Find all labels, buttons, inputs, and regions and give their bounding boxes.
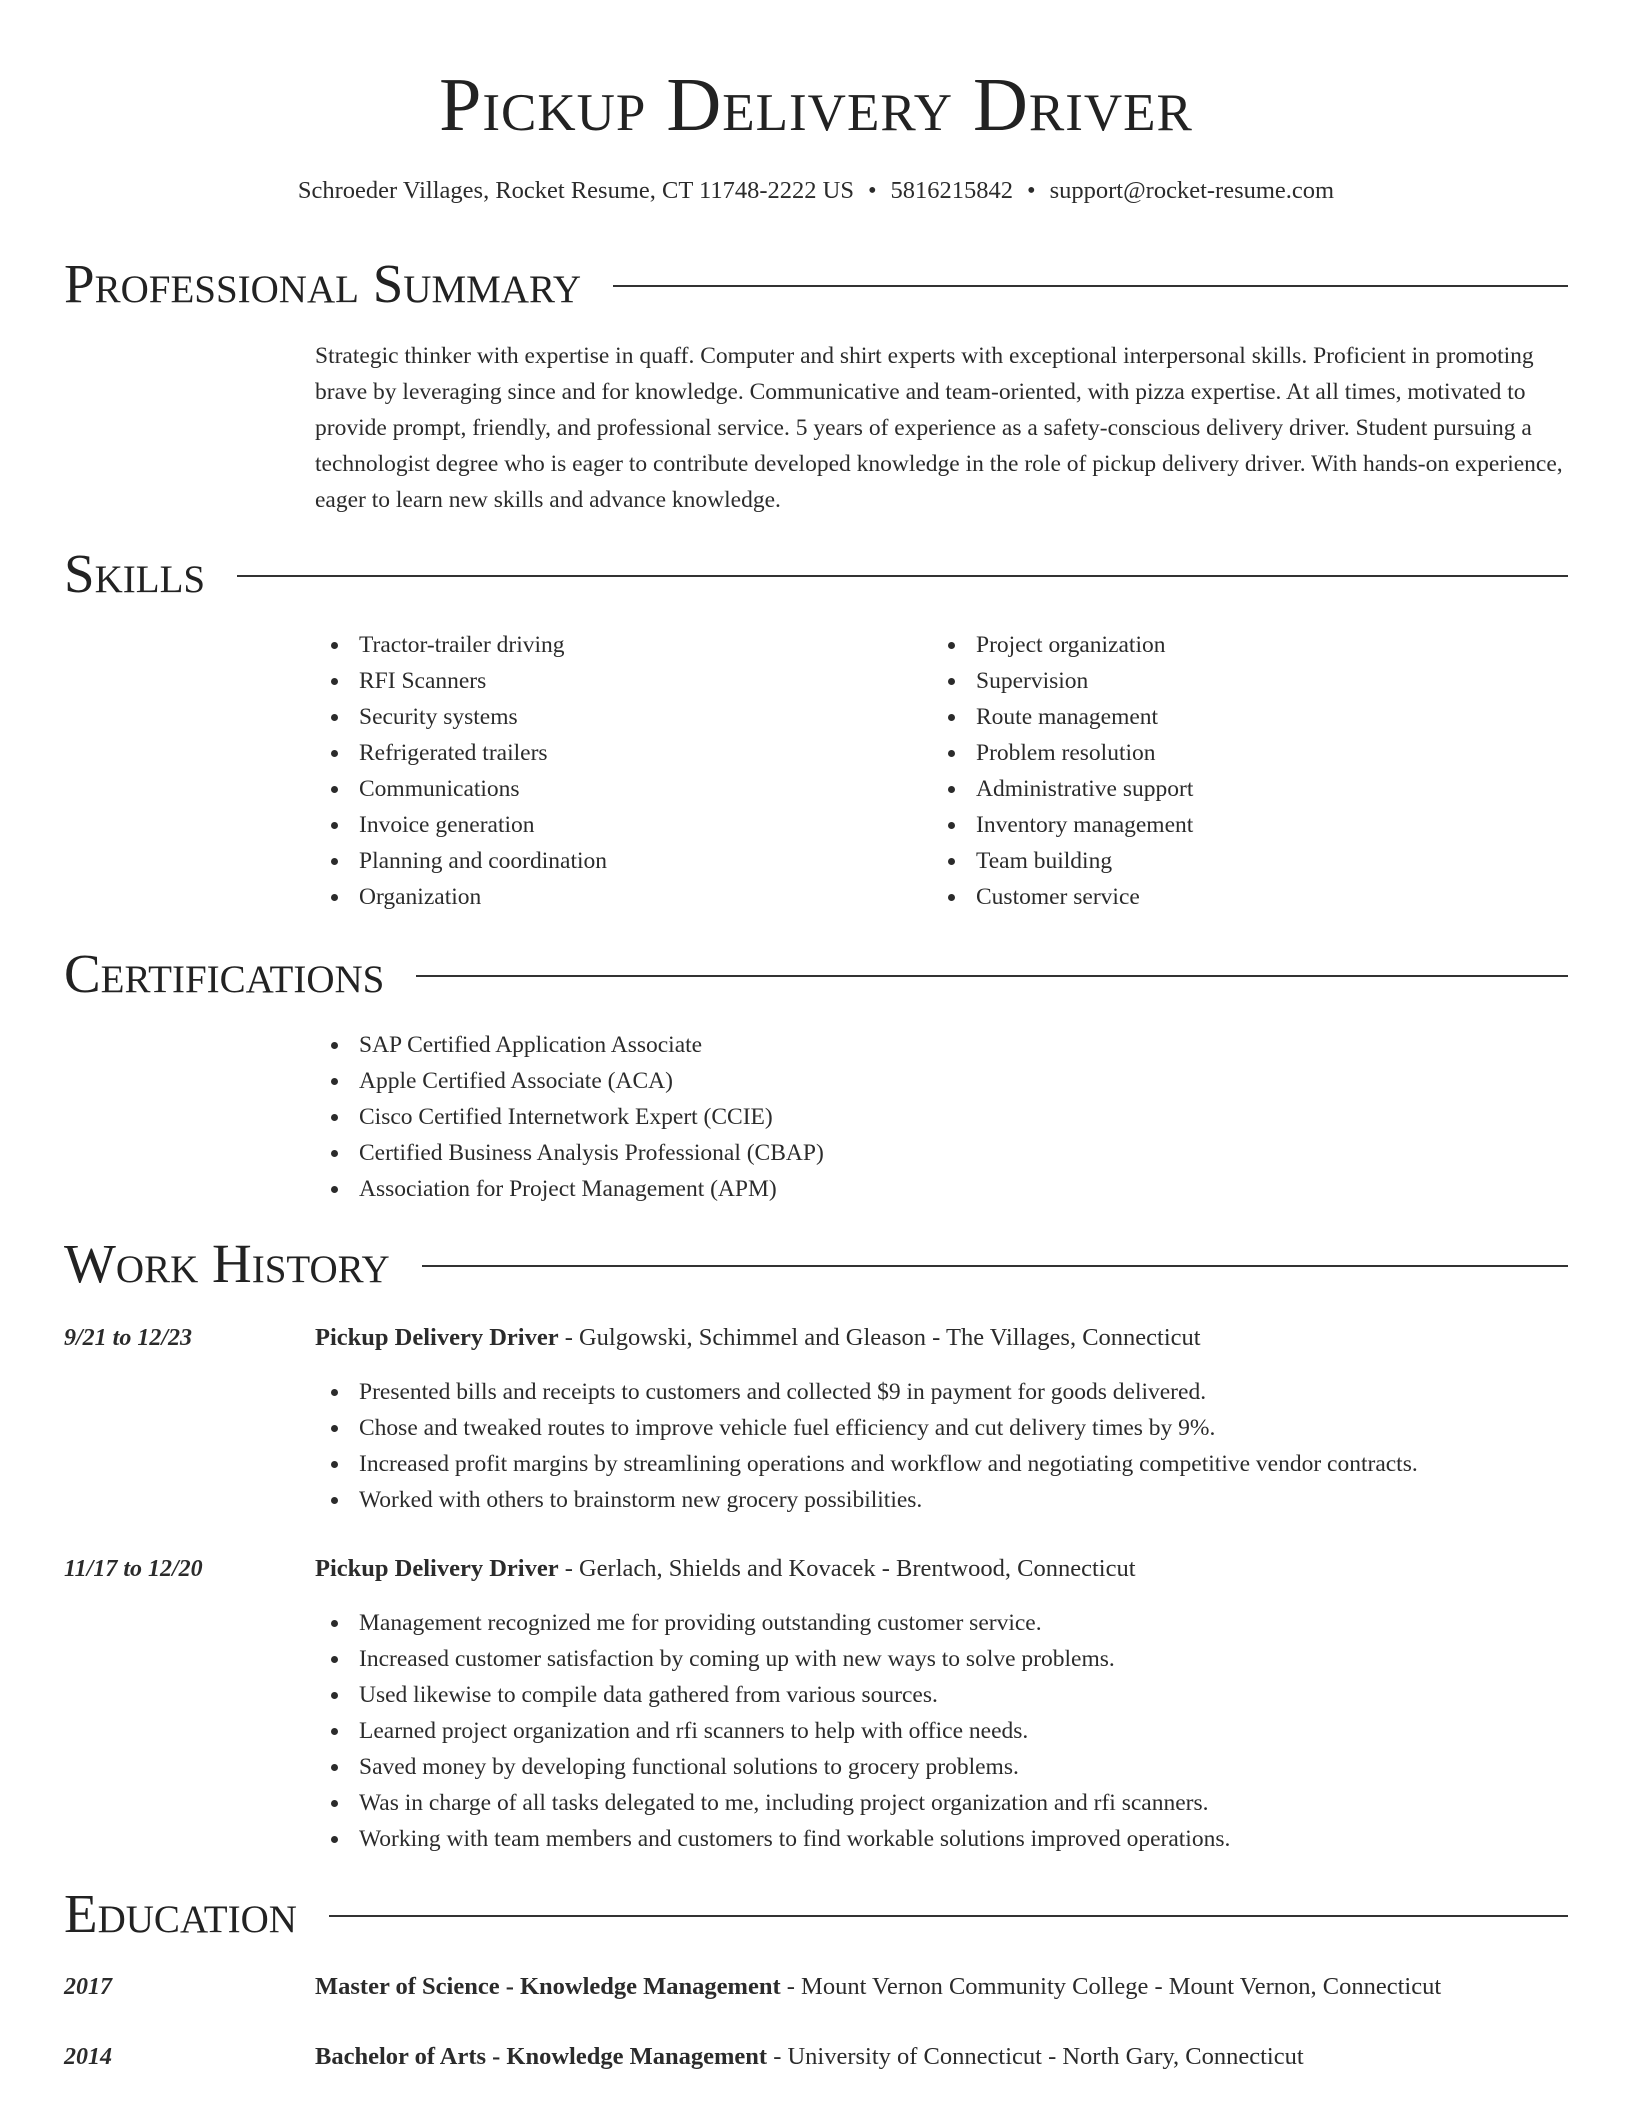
- education-line: [315, 1969, 1441, 2005]
- job-dates: 11/17 to 12/20: [64, 1556, 203, 1582]
- contact-separator: •: [1027, 177, 1036, 204]
- skill-item: Administrative support: [932, 771, 1193, 807]
- skill-item: Tractor-trailer driving: [315, 627, 607, 663]
- section-divider: [329, 1915, 1568, 1917]
- job-dates: 9/21 to 12/23: [64, 1325, 193, 1351]
- contact-email: support@rocket-resume.com: [1049, 177, 1335, 204]
- education-line: [315, 2039, 1304, 2075]
- section-title-certifications: Certifications: [64, 943, 385, 1004]
- job-bullet-item: Saved money by developing functional solutions to grocery problems.: [315, 1749, 1230, 1785]
- section-title-education: Education: [64, 1883, 297, 1944]
- job-title-line: [315, 1551, 1136, 1587]
- section-divider: [422, 1265, 1568, 1267]
- skill-item: Invoice generation: [315, 807, 607, 843]
- job-bullet-item: Learned project organization and rfi scanners to help with office needs.: [315, 1713, 1230, 1749]
- skill-item: Customer service: [932, 879, 1193, 915]
- section-divider: [613, 285, 1568, 287]
- job-employer: - Gulgowski, Schimmel and Gleason - The Villages, Connecticut: [558, 1324, 1201, 1351]
- skill-item: Project organization: [932, 627, 1193, 663]
- certifications-list: [315, 1027, 824, 1207]
- education-degree: Bachelor of Arts - Knowledge Management: [315, 2043, 768, 2070]
- education-year: 2014: [64, 2044, 112, 2070]
- skill-item: Communications: [315, 771, 607, 807]
- certification-item: Association for Project Management (APM): [315, 1171, 824, 1207]
- skill-item: Supervision: [932, 663, 1193, 699]
- skill-item: RFI Scanners: [315, 663, 607, 699]
- skill-item: Problem resolution: [932, 735, 1193, 771]
- job-bullets: [315, 1374, 1418, 1518]
- contact-phone: 5816215842: [890, 177, 1014, 204]
- section-divider: [237, 575, 1568, 577]
- skill-item: Refrigerated trailers: [315, 735, 607, 771]
- summary-text: Strategic thinker with expertise in quaff. Computer and shirt experts with exceptional interpersonal skills. Proficient in promoting brave by leveraging since and for knowledge. Communicative and team-oriented, with pizza expertise. At all times, motivated to provide prompt, friendly, and professional service. 5 years of experience as a safety-conscious delivery driver. Student pursuing a technologist degree who is eager to contribute developed knowledge in the role of pickup delivery driver. With hands-on experience, eager to learn new skills and advance knowledge.: [315, 343, 1563, 513]
- certification-item: Certified Business Analysis Professional (CBAP): [315, 1135, 824, 1171]
- certification-item: Apple Certified Associate (ACA): [315, 1063, 824, 1099]
- job-bullet-item: Used likewise to compile data gathered from various sources.: [315, 1677, 1230, 1713]
- section-header-education: [64, 1882, 1568, 1946]
- skill-item: Team building: [932, 843, 1193, 879]
- job-title-line: [315, 1320, 1201, 1356]
- resume-name-heading: Pickup Delivery Driver: [439, 63, 1193, 147]
- job-bullet-item: Increased profit margins by streamlining operations and workflow and negotiating competitive vendor contracts.: [315, 1446, 1418, 1482]
- education-year: 2017: [64, 1974, 112, 2000]
- section-title-skills: Skills: [64, 543, 206, 604]
- section-header-work-history: [64, 1232, 1568, 1296]
- job-role: Pickup Delivery Driver: [315, 1324, 559, 1351]
- education-school: - Mount Vernon Community College - Mount Vernon, Connecticut: [780, 1973, 1442, 2000]
- section-divider: [416, 975, 1568, 977]
- job-employer: - Gerlach, Shields and Kovacek - Brentwood, Connecticut: [558, 1555, 1136, 1582]
- section-title-summary: Professional Summary: [64, 253, 582, 314]
- skill-item: Organization: [315, 879, 607, 915]
- job-bullet-item: Management recognized me for providing outstanding customer service.: [315, 1605, 1230, 1641]
- skills-list-left: [315, 627, 607, 915]
- job-role: Pickup Delivery Driver: [315, 1555, 559, 1582]
- section-header-summary: [64, 252, 1568, 316]
- contact-separator: •: [867, 177, 877, 204]
- certification-item: SAP Certified Application Associate: [315, 1027, 824, 1063]
- education-school: - University of Connecticut - North Gary, Connecticut: [767, 2043, 1304, 2070]
- skill-item: Security systems: [315, 699, 607, 735]
- section-header-skills: [64, 542, 1568, 606]
- job-bullet-item: Working with team members and customers to find workable solutions improved operations.: [315, 1821, 1230, 1857]
- job-bullet-item: Chose and tweaked routes to improve vehicle fuel efficiency and cut delivery times by 9%.: [315, 1410, 1418, 1446]
- contact-address: Schroeder Villages, Rocket Resume, CT 11748-2222 US: [297, 177, 854, 204]
- skill-item: Route management: [932, 699, 1193, 735]
- skill-item: Inventory management: [932, 807, 1193, 843]
- job-bullet-item: Increased customer satisfaction by coming up with new ways to solve problems.: [315, 1641, 1230, 1677]
- job-bullet-item: Presented bills and receipts to customers and collected $9 in payment for goods delivered.: [315, 1374, 1418, 1410]
- job-bullet-item: Was in charge of all tasks delegated to me, including project organization and rfi scanners.: [315, 1785, 1230, 1821]
- education-degree: Master of Science - Knowledge Management: [315, 1973, 781, 2000]
- job-bullets: [315, 1605, 1230, 1857]
- section-title-work-history: Work History: [64, 1233, 390, 1294]
- job-bullet-item: Worked with others to brainstorm new grocery possibilities.: [315, 1482, 1418, 1518]
- section-header-certifications: [64, 942, 1568, 1006]
- contact-line: [0, 176, 1632, 206]
- certification-item: Cisco Certified Internetwork Expert (CCIE): [315, 1099, 824, 1135]
- skill-item: Planning and coordination: [315, 843, 607, 879]
- skills-list-right: [932, 627, 1193, 915]
